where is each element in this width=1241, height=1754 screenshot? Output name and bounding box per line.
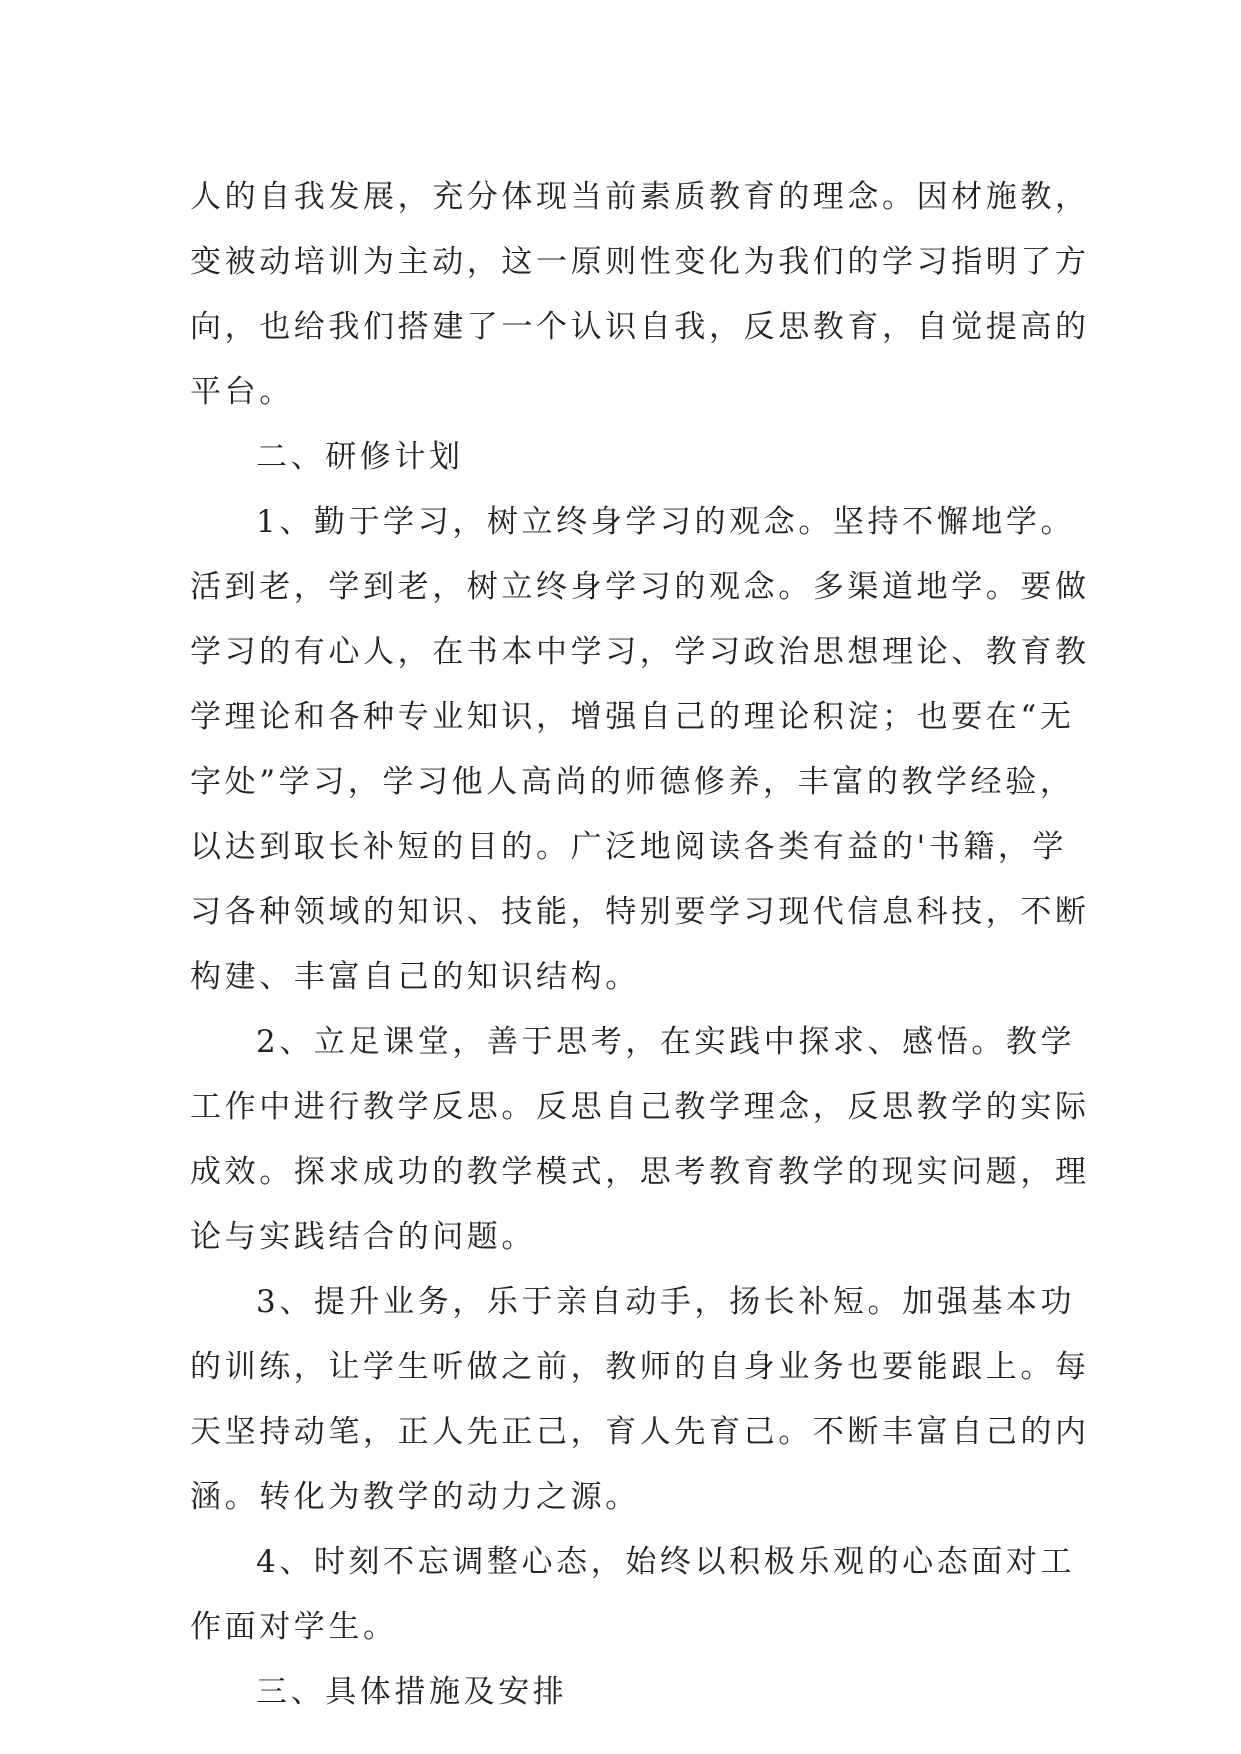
text-line: 学习的有心人，在书本中学习，学习政治思想理论、教育教 bbox=[190, 634, 1090, 670]
section-heading: 二、研修计划 bbox=[256, 439, 464, 475]
text-line: 学理论和各种专业知识，增强自己的理论积淀；也要在“无 bbox=[190, 699, 1075, 735]
text-line: 构建、丰富自己的知识结构。 bbox=[190, 959, 640, 995]
text-line: 作面对学生。 bbox=[190, 1609, 398, 1645]
text-line: 习各种领域的知识、技能，特别要学习现代信息科技，不断 bbox=[190, 894, 1090, 930]
document-body bbox=[190, 165, 1090, 1725]
text-line: 论与实践结合的问题。 bbox=[190, 1219, 536, 1255]
text-line: 1、勤于学习，树立终身学习的观念。坚持不懈地学。 bbox=[256, 504, 1076, 540]
text-line: 成效。探求成功的教学模式，思考教育教学的现实问题，理 bbox=[190, 1154, 1090, 1190]
text-line: 2、立足课堂，善于思考，在实践中探求、感悟。教学 bbox=[256, 1024, 1076, 1060]
text-line: 3、提升业务，乐于亲自动手，扬长补短。加强基本功 bbox=[256, 1284, 1076, 1320]
text-line: 字处”学习，学习他人高尚的师德修养，丰富的教学经验， bbox=[190, 764, 1075, 800]
text-line: 天坚持动笔，正人先正己，育人先育己。不断丰富自己的内 bbox=[190, 1414, 1090, 1450]
text-line: 活到老，学到老，树立终身学习的观念。多渠道地学。要做 bbox=[190, 569, 1090, 605]
text-line: 平台。 bbox=[190, 374, 294, 410]
text-line: 人的自我发展，充分体现当前素质教育的理念。因材施教， bbox=[190, 179, 1090, 215]
text-line: 工作中进行教学反思。反思自己教学理念，反思教学的实际 bbox=[190, 1089, 1090, 1125]
section-heading: 三、具体措施及安排 bbox=[256, 1674, 568, 1710]
text-line: 4、时刻不忘调整心态，始终以积极乐观的心态面对工 bbox=[256, 1544, 1076, 1580]
text-line: 的训练，让学生听做之前，教师的自身业务也要能跟上。每 bbox=[190, 1349, 1090, 1385]
text-line: 涵。转化为教学的动力之源。 bbox=[190, 1479, 640, 1515]
text-line: 向，也给我们搭建了一个认识自我，反思教育，自觉提高的 bbox=[190, 309, 1090, 345]
text-line: 以达到取长补短的目的。广泛地阅读各类有益的'书籍，学 bbox=[190, 829, 1068, 865]
text-line: 变被动培训为主动，这一原则性变化为我们的学习指明了方 bbox=[190, 244, 1090, 280]
